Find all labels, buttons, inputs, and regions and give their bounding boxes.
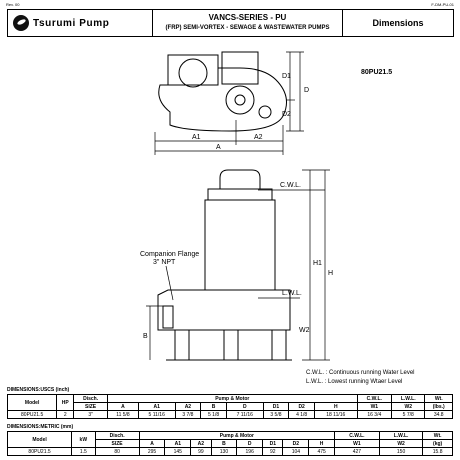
th-wt-unit: (kg) bbox=[423, 440, 453, 448]
th-col: A1 bbox=[165, 440, 191, 448]
th-col: H bbox=[314, 403, 357, 411]
cell-model: 80PU21.5 bbox=[8, 411, 57, 419]
th-col: D2 bbox=[289, 403, 315, 411]
uscs-col-row bbox=[8, 403, 453, 411]
metric-table bbox=[7, 431, 453, 456]
cell-value: 18 11/16 bbox=[314, 411, 357, 419]
cable-entry bbox=[259, 106, 271, 118]
cell-value: 427 bbox=[334, 448, 379, 456]
th-col: D2 bbox=[283, 440, 309, 448]
th-lwl: L.W.L. bbox=[379, 432, 422, 440]
dim-b-label: B bbox=[143, 333, 148, 340]
cell-kw: 1.5 bbox=[72, 448, 95, 456]
th-wt: Wt. bbox=[425, 395, 453, 403]
model-code: 80PU21.5 bbox=[361, 69, 393, 76]
uscs-caption: DIMENSIONS:USCS (inch) bbox=[7, 387, 70, 393]
th-col: D1 bbox=[263, 440, 283, 448]
th-col: H bbox=[309, 440, 335, 448]
th-kw: kW bbox=[72, 432, 95, 448]
th-col: W1 bbox=[334, 440, 379, 448]
cell-value: 145 bbox=[165, 448, 191, 456]
volute-casing bbox=[158, 290, 290, 330]
cell-wt: 34.8 bbox=[425, 411, 453, 419]
cell-wt: 15.8 bbox=[423, 448, 453, 456]
dim-h-label: H bbox=[328, 270, 334, 277]
cell-value: 99 bbox=[191, 448, 211, 456]
lwl-label: L.W.L. bbox=[282, 290, 302, 297]
cell-value: 5 7/8 bbox=[392, 411, 425, 419]
th-col: D1 bbox=[263, 403, 289, 411]
th-wt: Wt. bbox=[423, 432, 453, 440]
motor-frame bbox=[205, 200, 275, 290]
cell-value: 150 bbox=[379, 448, 422, 456]
th-col: A bbox=[108, 403, 139, 411]
th-col: W2 bbox=[379, 440, 422, 448]
pump-body-outline bbox=[159, 68, 287, 131]
cell-value: 92 bbox=[263, 448, 283, 456]
cell-value: 16 3/4 bbox=[357, 411, 392, 419]
cell-value: 5 11/16 bbox=[138, 411, 175, 419]
form-number: F-DM-PU-01 bbox=[431, 2, 454, 7]
revision-label: Rev. 00 bbox=[6, 2, 20, 7]
motor-cap bbox=[208, 189, 272, 200]
table-row bbox=[8, 448, 453, 456]
note-cwl: C.W.L. : Continuous running Water Level bbox=[306, 370, 415, 376]
metric-caption: DIMENSIONS:METRIC (mm) bbox=[7, 424, 74, 430]
dim-h1-label: H1 bbox=[313, 260, 322, 267]
th-size: SIZE bbox=[74, 403, 108, 411]
dim-a1-label: A1 bbox=[192, 134, 201, 141]
cell-hp: 2 bbox=[57, 411, 74, 419]
cell-value: 4 1/8 bbox=[289, 411, 315, 419]
top-dimensions bbox=[155, 52, 304, 155]
cell-value: 3 5/8 bbox=[263, 411, 289, 419]
cwl-label: C.W.L. bbox=[280, 182, 302, 189]
cell-value: 196 bbox=[237, 448, 263, 456]
dim-a-label: A bbox=[216, 144, 221, 151]
stand-leg-left bbox=[175, 330, 189, 360]
th-col: A2 bbox=[191, 440, 211, 448]
shaft-center bbox=[235, 95, 245, 105]
th-disch: Disch. bbox=[95, 432, 139, 440]
dim-d2-label: D2 bbox=[282, 111, 291, 118]
discharge-outlet bbox=[163, 306, 173, 328]
dim-d1-label: D1 bbox=[282, 73, 291, 80]
dim-w2-label: W2 bbox=[299, 327, 310, 334]
cell-size: 80 bbox=[95, 448, 139, 456]
discharge-port bbox=[179, 59, 207, 87]
th-col: A2 bbox=[175, 403, 201, 411]
side-view bbox=[158, 170, 292, 360]
cell-value: 11 5/8 bbox=[108, 411, 139, 419]
impeller-housing bbox=[226, 86, 254, 114]
th-hp: HP bbox=[57, 395, 74, 411]
series-description: (FRP) SEMI-VORTEX - SEWAGE & WASTEWATER PUMPS bbox=[165, 25, 330, 31]
top-view bbox=[159, 52, 287, 131]
cell-value: 130 bbox=[211, 448, 237, 456]
flange-size: 3" NPT bbox=[153, 259, 176, 266]
cell-value: 295 bbox=[139, 448, 165, 456]
th-cwl: C.W.L. bbox=[334, 432, 379, 440]
th-pump-motor: Pump & Motor bbox=[108, 395, 358, 403]
cell-size: 3" bbox=[74, 411, 108, 419]
cell-value: 3 7/8 bbox=[175, 411, 201, 419]
th-wt-unit: (lbs.) bbox=[425, 403, 453, 411]
table-row bbox=[8, 411, 453, 419]
th-col: A1 bbox=[138, 403, 175, 411]
th-col: W2 bbox=[392, 403, 425, 411]
th-col: D bbox=[237, 440, 263, 448]
lifting-handle bbox=[220, 170, 260, 189]
th-pump-motor: Pump & Motor bbox=[139, 432, 334, 440]
th-model: Model bbox=[8, 395, 57, 411]
uscs-table bbox=[7, 394, 453, 419]
th-col: B bbox=[211, 440, 237, 448]
th-disch: Disch. bbox=[74, 395, 108, 403]
th-col: D bbox=[226, 403, 263, 411]
dim-a2-label: A2 bbox=[254, 134, 263, 141]
level-notes bbox=[306, 369, 415, 387]
cell-value: 7 11/16 bbox=[226, 411, 263, 419]
series-name: VANCS-SERIES - PU bbox=[208, 13, 287, 22]
note-lwl: L.W.L. : Lowest running Wtaer Level bbox=[306, 379, 403, 385]
cell-value: 5 1/8 bbox=[201, 411, 227, 419]
dim-d-label: D bbox=[304, 87, 310, 94]
th-lwl: L.W.L. bbox=[392, 395, 425, 403]
brand-name: Tsurumi Pump bbox=[33, 17, 110, 29]
stand-leg-right bbox=[272, 330, 286, 360]
cell-model: 80PU21.5 bbox=[8, 448, 72, 456]
stand-leg-center bbox=[224, 330, 238, 360]
th-col: A bbox=[139, 440, 165, 448]
th-col: W1 bbox=[357, 403, 392, 411]
th-col: B bbox=[201, 403, 227, 411]
cell-value: 475 bbox=[309, 448, 335, 456]
cell-value: 104 bbox=[283, 448, 309, 456]
document-title: Dimensions bbox=[372, 18, 424, 28]
flange-label: Companion Flange bbox=[140, 251, 200, 258]
th-model: Model bbox=[8, 432, 72, 448]
th-size: SIZE bbox=[95, 440, 139, 448]
th-cwl: C.W.L. bbox=[357, 395, 392, 403]
